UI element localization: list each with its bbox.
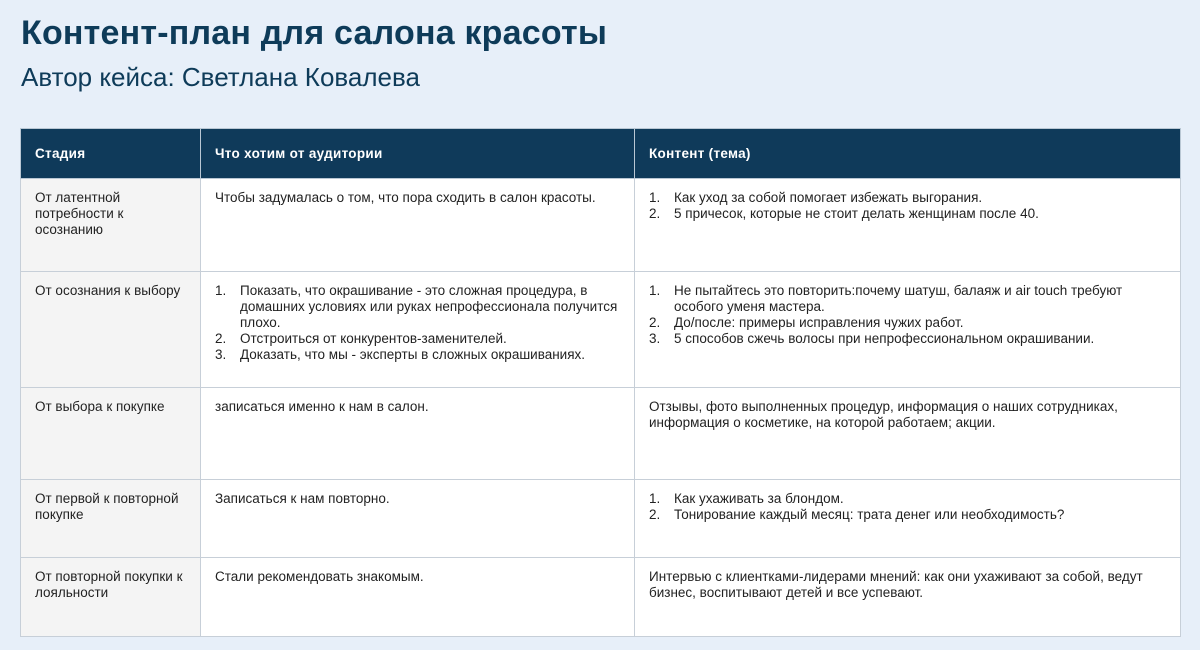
goal-cell: Чтобы задумалась о том, что пора сходить в салон красоты. — [201, 179, 635, 272]
column-header-stage: Стадия — [21, 129, 201, 179]
page-subtitle: Автор кейса: Светлана Ковалева — [21, 62, 421, 92]
list-item: Тонирование каждый месяц: трата денег или необходимость? — [674, 507, 1065, 522]
goal-cell — [201, 272, 635, 388]
list-item: Доказать, что мы - эксперты в сложных окрашиваниях. — [240, 347, 586, 362]
table-row — [21, 179, 1181, 272]
stage-cell: От латентной потребности к осознанию — [21, 179, 201, 272]
goal-cell: записаться именно к нам в салон. — [201, 388, 635, 480]
list-item: Показать, что окрашивание - это сложная процедура, в домашних условиях или руках непрофессионала получится плохо. — [240, 283, 618, 330]
table-row — [21, 388, 1181, 480]
content-list — [649, 491, 1166, 523]
content-list — [649, 190, 1166, 222]
list-item: 5 причесок, которые не стоит делать женщинам после 40. — [674, 206, 1039, 221]
stage-cell: От осознания к выбору — [21, 272, 201, 388]
content-list — [649, 283, 1166, 347]
content-cell — [635, 179, 1181, 272]
stage-cell: От первой к повторной покупке — [21, 480, 201, 558]
list-item: Как уход за собой помогает избежать выгорания. — [674, 190, 983, 205]
content-cell: Отзывы, фото выполненных процедур, информация о наших сотрудниках, информация о косметике, на которой работаем; акции. — [635, 388, 1181, 480]
list-item: Отстроиться от конкурентов-заменителей. — [240, 331, 507, 346]
goal-cell: Стали рекомендовать знакомым. — [201, 558, 635, 637]
column-header-content: Контент (тема) — [635, 129, 1181, 179]
stage-cell: От повторной покупки к лояльности — [21, 558, 201, 637]
column-header-goal: Что хотим от аудитории — [201, 129, 635, 179]
page-title: Контент-план для салона красоты — [21, 14, 608, 52]
table-row — [21, 272, 1181, 388]
content-cell — [635, 272, 1181, 388]
stage-cell: От выбора к покупке — [21, 388, 201, 480]
content-plan-table — [20, 128, 1181, 637]
goal-list — [215, 283, 620, 363]
table-header-row — [21, 129, 1181, 179]
table-row — [21, 558, 1181, 637]
goal-cell: Записаться к нам повторно. — [201, 480, 635, 558]
content-cell: Интервью с клиентками-лидерами мнений: как они ухаживают за собой, ведут бизнес, воспитывают детей и все успевают. — [635, 558, 1181, 637]
list-item: До/после: примеры исправления чужих работ. — [674, 315, 964, 330]
list-item: Не пытайтесь это повторить:почему шатуш, балаяж и air touch требуют особого уменя мастера. — [674, 283, 1123, 314]
table-row — [21, 480, 1181, 558]
list-item: 5 способов сжечь волосы при непрофессиональном окрашивании. — [674, 331, 1095, 346]
list-item: Как ухаживать за блондом. — [674, 491, 844, 506]
content-cell — [635, 480, 1181, 558]
